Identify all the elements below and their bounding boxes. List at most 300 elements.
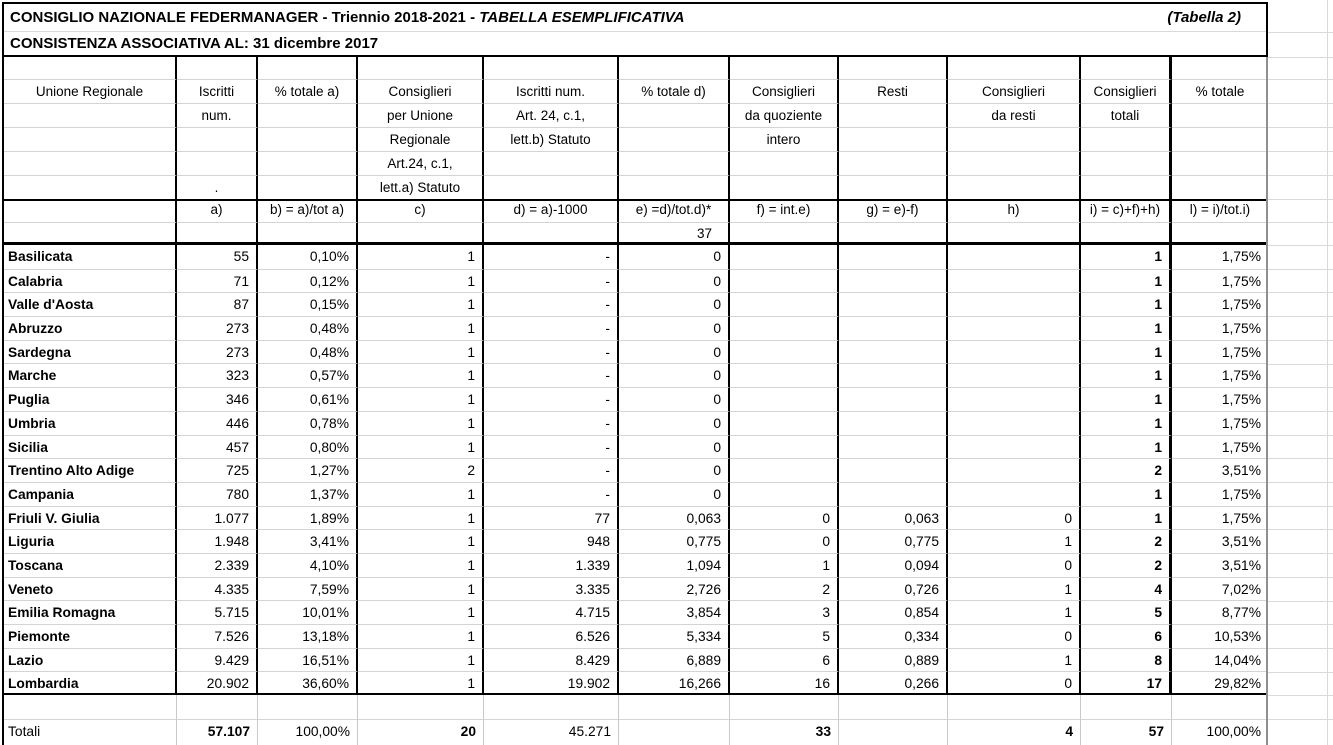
header-cell: % totale d) <box>619 79 730 103</box>
value-cell: - <box>484 435 619 459</box>
value-cell: 2 <box>358 458 484 482</box>
value-cell: - <box>484 458 619 482</box>
header-cell: Consiglieri <box>948 79 1081 103</box>
margin-gridline <box>1268 506 1333 507</box>
value-cell: 16 <box>730 671 839 695</box>
spacer-cell <box>619 57 730 79</box>
value-cell: 273 <box>177 340 258 364</box>
value-cell: 1 <box>358 529 484 553</box>
page-subtitle: CONSISTENZA ASSOCIATIVA AL: 31 dicembre 2017 <box>10 35 379 52</box>
value-cell: 0,266 <box>839 671 948 695</box>
totals-value-cell: 45.271 <box>484 719 619 745</box>
region-name-cell: Abruzzo <box>4 316 177 340</box>
value-cell: 6,889 <box>619 648 730 672</box>
table-row <box>4 648 1268 672</box>
formula-cell: f) = int.e) <box>730 199 839 222</box>
value-cell <box>948 363 1081 387</box>
totals-value-cell: 20 <box>358 719 484 745</box>
value-cell: 5.715 <box>177 600 258 624</box>
value-cell: 3,51% <box>1172 553 1268 577</box>
header-cell: per Unione <box>358 103 484 127</box>
value-cell <box>839 316 948 340</box>
header-cell: lett.a) Statuto <box>358 175 484 199</box>
header-cell: Art. 24, c.1, <box>484 103 619 127</box>
value-cell <box>839 387 948 411</box>
value-cell: 0 <box>948 624 1081 648</box>
margin-gridline <box>1268 127 1333 128</box>
value-cell: 1,75% <box>1172 363 1268 387</box>
value-cell: 16,51% <box>258 648 358 672</box>
value-cell: 725 <box>177 458 258 482</box>
value-cell: 346 <box>177 387 258 411</box>
blank-cell <box>177 695 258 719</box>
value-cell <box>948 387 1081 411</box>
value-cell <box>730 292 839 316</box>
region-name-cell: Puglia <box>4 387 177 411</box>
header-cell <box>4 175 177 199</box>
blank-cell <box>358 695 484 719</box>
value-cell: 6 <box>1081 624 1172 648</box>
totals-value-cell <box>619 719 730 745</box>
table-row <box>4 553 1268 577</box>
value-cell: 8.429 <box>484 648 619 672</box>
table-header-row <box>4 103 1268 127</box>
spacer-cell <box>948 57 1081 79</box>
value-cell <box>948 316 1081 340</box>
header-cell <box>4 151 177 175</box>
totals-value-cell: 4 <box>948 719 1081 745</box>
value-cell: - <box>484 411 619 435</box>
value-cell: 2 <box>1081 529 1172 553</box>
table-header-row <box>4 151 1268 175</box>
header-cell <box>1172 127 1268 151</box>
margin-gridline <box>1268 151 1333 152</box>
value-cell: 0,094 <box>839 553 948 577</box>
value-cell: 0 <box>619 363 730 387</box>
region-name-cell: Calabria <box>4 269 177 293</box>
region-name-cell: Emilia Romagna <box>4 600 177 624</box>
value-cell: 1 <box>358 435 484 459</box>
header-cell: num. <box>177 103 258 127</box>
value-cell: 5 <box>1081 600 1172 624</box>
margin-gridline <box>1268 648 1333 649</box>
value-cell <box>730 269 839 293</box>
value-cell <box>730 411 839 435</box>
header-cell <box>948 127 1081 151</box>
value-cell: 1 <box>358 577 484 601</box>
spacer-cell <box>4 57 177 79</box>
value-cell: 0,15% <box>258 292 358 316</box>
value-cell: 1 <box>948 648 1081 672</box>
header-cell: % totale a) <box>258 79 358 103</box>
header-cell <box>619 103 730 127</box>
value-cell: 0,726 <box>839 577 948 601</box>
value-cell <box>730 482 839 506</box>
header-cell <box>839 151 948 175</box>
margin-gridline <box>1268 175 1333 176</box>
value-cell: 0 <box>948 506 1081 530</box>
value-cell: 0 <box>619 340 730 364</box>
value-cell: 0 <box>619 458 730 482</box>
margin-gridline <box>1268 482 1333 483</box>
value-cell: 0 <box>619 269 730 293</box>
value-cell <box>839 340 948 364</box>
table-row <box>4 600 1268 624</box>
value-cell: 0,80% <box>258 435 358 459</box>
header-cell: Consiglieri <box>358 79 484 103</box>
header-cell: Regionale <box>358 127 484 151</box>
value-cell: 77 <box>484 506 619 530</box>
value-cell: 1,75% <box>1172 340 1268 364</box>
region-name-cell: Veneto <box>4 577 177 601</box>
header-cell <box>258 151 358 175</box>
table-row <box>4 671 1268 695</box>
value-cell: 0,48% <box>258 316 358 340</box>
table-row <box>4 577 1268 601</box>
value-cell: 0 <box>948 553 1081 577</box>
table-row <box>4 482 1268 506</box>
value-cell: 1 <box>358 387 484 411</box>
value-cell: 1 <box>358 671 484 695</box>
totals-row <box>4 719 1268 745</box>
margin-gridline <box>1268 553 1333 554</box>
value-cell: 1 <box>1081 506 1172 530</box>
header-cell <box>948 175 1081 199</box>
region-name-cell: Sardegna <box>4 340 177 364</box>
spacer-cell <box>258 57 358 79</box>
value-cell: 0 <box>619 411 730 435</box>
value-cell: 6 <box>730 648 839 672</box>
margin-gridline <box>1268 222 1333 223</box>
region-name-cell: Sicilia <box>4 435 177 459</box>
value-cell: 1.948 <box>177 529 258 553</box>
value-cell: 2,726 <box>619 577 730 601</box>
value-cell <box>839 292 948 316</box>
value-cell: 1 <box>358 506 484 530</box>
value-cell: 1,75% <box>1172 292 1268 316</box>
value-cell: 1 <box>1081 269 1172 293</box>
header-cell: totali <box>1081 103 1172 127</box>
value-cell: 1 <box>358 316 484 340</box>
value-cell: 457 <box>177 435 258 459</box>
value-cell: 1 <box>358 269 484 293</box>
header-cell <box>1081 175 1172 199</box>
value-cell: 6.526 <box>484 624 619 648</box>
value-cell: 10,01% <box>258 600 358 624</box>
spacer-cell <box>1172 57 1268 79</box>
value-cell: 1 <box>358 648 484 672</box>
value-cell: 0 <box>948 671 1081 695</box>
title-block <box>2 2 1268 57</box>
header-cell <box>619 175 730 199</box>
spacer-cell <box>1081 57 1172 79</box>
value-cell: 323 <box>177 363 258 387</box>
value-cell: 55 <box>177 245 258 269</box>
value-cell: 0,063 <box>619 506 730 530</box>
value-cell: 1,094 <box>619 553 730 577</box>
value-cell: 7.526 <box>177 624 258 648</box>
value-cell: 1 <box>1081 363 1172 387</box>
value-cell: 0,063 <box>839 506 948 530</box>
value-cell: 0,78% <box>258 411 358 435</box>
header-cell <box>1172 175 1268 199</box>
value-cell <box>730 316 839 340</box>
value-cell: 1 <box>358 340 484 364</box>
region-name-cell: Piemonte <box>4 624 177 648</box>
value-cell: 0,10% <box>258 245 358 269</box>
value-cell: 5,334 <box>619 624 730 648</box>
value-cell: 4.335 <box>177 577 258 601</box>
table-row <box>4 387 1268 411</box>
value-cell: 1,27% <box>258 458 358 482</box>
value-cell <box>730 245 839 269</box>
header-cell <box>1172 151 1268 175</box>
value-cell: 0,889 <box>839 648 948 672</box>
margin-gridline <box>1268 458 1333 459</box>
header-cell <box>730 175 839 199</box>
value-cell: 1,75% <box>1172 411 1268 435</box>
blank-cell <box>484 695 619 719</box>
spacer-cell <box>177 57 258 79</box>
table-row <box>4 340 1268 364</box>
blank-cell <box>619 695 730 719</box>
value-cell: 4 <box>1081 577 1172 601</box>
totals-value-cell: 57 <box>1081 719 1172 745</box>
value-cell: 2 <box>730 577 839 601</box>
value-cell <box>839 363 948 387</box>
blank-cell <box>1172 695 1268 719</box>
value-cell: 0,57% <box>258 363 358 387</box>
value-cell: 1 <box>1081 482 1172 506</box>
value-cell: 16,266 <box>619 671 730 695</box>
region-name-cell: Toscana <box>4 553 177 577</box>
margin-gridline <box>1268 245 1333 246</box>
header-cell <box>177 127 258 151</box>
tabella-label: (Tabella 2) <box>1167 9 1241 26</box>
value-cell: 19.902 <box>484 671 619 695</box>
blank-cell <box>4 695 177 719</box>
table-row <box>4 529 1268 553</box>
margin-gridline <box>1268 719 1333 720</box>
value-cell: 7,02% <box>1172 577 1268 601</box>
value-cell <box>948 411 1081 435</box>
value-cell: 1,37% <box>258 482 358 506</box>
table-row <box>4 316 1268 340</box>
formula-cell: h) <box>948 199 1081 222</box>
margin-gridline <box>1268 411 1333 412</box>
region-name-cell: Valle d'Aosta <box>4 292 177 316</box>
subtitle-row <box>4 32 1266 56</box>
header-cell: % totale <box>1172 79 1268 103</box>
formula-cell: d) = a)-1000 <box>484 199 619 222</box>
value-cell: 948 <box>484 529 619 553</box>
header-cell <box>839 127 948 151</box>
header-cell: Unione Regionale <box>4 79 177 103</box>
blank-row <box>4 695 1268 719</box>
header-cell <box>258 103 358 127</box>
value-cell: - <box>484 316 619 340</box>
value-cell: 5 <box>730 624 839 648</box>
formula-cell: l) = i)/tot.i) <box>1189 202 1251 217</box>
margin-gridline <box>1268 269 1333 270</box>
table-row <box>4 292 1268 316</box>
value-cell: 3.335 <box>484 577 619 601</box>
header-cell: . <box>177 175 258 199</box>
spacer-cell <box>484 57 619 79</box>
value-cell: 273 <box>177 316 258 340</box>
value-cell <box>948 482 1081 506</box>
value-cell: 1,75% <box>1172 482 1268 506</box>
totals-value-cell: 57.107 <box>177 719 258 745</box>
blank-cell <box>839 695 948 719</box>
value-cell: 0 <box>619 245 730 269</box>
formula-cell: b) = a)/tot a) <box>258 199 358 222</box>
margin-gridline <box>1268 672 1333 673</box>
totals-label-cell: Totali <box>4 719 177 745</box>
region-name-cell: Basilicata <box>4 245 177 269</box>
value-cell: 3,854 <box>619 600 730 624</box>
value-cell: 1 <box>948 577 1081 601</box>
value-cell <box>839 245 948 269</box>
margin-gridline <box>1268 601 1333 602</box>
margin-gridline <box>1268 340 1333 341</box>
value-cell: 36,60% <box>258 671 358 695</box>
blank-cell <box>1081 695 1172 719</box>
header-cell <box>839 175 948 199</box>
table-row <box>4 269 1268 293</box>
formula-cell: a) <box>177 199 258 222</box>
value-cell: 1 <box>948 600 1081 624</box>
value-cell: 1 <box>358 553 484 577</box>
formula-cell <box>4 199 177 222</box>
value-cell: 0 <box>619 387 730 411</box>
value-cell: 1,75% <box>1172 387 1268 411</box>
margin-gridline <box>1268 387 1333 388</box>
title-row <box>4 4 1266 32</box>
region-name-cell: Friuli V. Giulia <box>4 506 177 530</box>
value-cell: 1 <box>358 292 484 316</box>
value-cell: - <box>484 292 619 316</box>
value-cell: 9.429 <box>177 648 258 672</box>
header-cell <box>484 175 619 199</box>
table-row <box>4 363 1268 387</box>
value-cell: 1,89% <box>258 506 358 530</box>
value-cell: - <box>484 387 619 411</box>
region-name-cell: Lombardia <box>4 671 177 695</box>
header-cell: Iscritti num. <box>484 79 619 103</box>
spacer-cell <box>839 57 948 79</box>
value-cell: 1 <box>1081 411 1172 435</box>
table-header-row <box>4 127 1268 151</box>
value-cell: 3,51% <box>1172 529 1268 553</box>
header-cell: da resti <box>948 103 1081 127</box>
region-name-cell: Trentino Alto Adige <box>4 458 177 482</box>
value-cell: 17 <box>1081 671 1172 695</box>
table-grid <box>2 57 1268 745</box>
header-cell <box>1081 151 1172 175</box>
region-name-cell: Liguria <box>4 529 177 553</box>
value-cell: 1,75% <box>1172 506 1268 530</box>
value-cell: 2 <box>1081 553 1172 577</box>
table-row <box>4 245 1268 269</box>
table-row <box>4 435 1268 459</box>
value-cell: 780 <box>177 482 258 506</box>
margin-gridline <box>1268 199 1333 200</box>
header-cell <box>4 127 177 151</box>
value-cell <box>839 458 948 482</box>
value-cell: - <box>484 363 619 387</box>
value-cell: 2 <box>1081 458 1172 482</box>
value-cell: 0,61% <box>258 387 358 411</box>
header-cell <box>1172 103 1268 127</box>
value-cell: - <box>484 245 619 269</box>
value-cell: 1.077 <box>177 506 258 530</box>
margin-gridline <box>1268 624 1333 625</box>
value-cell: 0 <box>619 435 730 459</box>
value-cell: 13,18% <box>258 624 358 648</box>
value-cell: 0,775 <box>619 529 730 553</box>
value-cell <box>839 482 948 506</box>
region-name-cell: Campania <box>4 482 177 506</box>
header-cell: lett.b) Statuto <box>484 127 619 151</box>
formula-cell: g) = e)-f) <box>839 199 948 222</box>
value-cell: 7,59% <box>258 577 358 601</box>
page-title: CONSIGLIO NAZIONALE FEDERMANAGER - Triennio 2018-2021 - <box>10 9 480 26</box>
region-name-cell: Umbria <box>4 411 177 435</box>
value-cell: 0,48% <box>258 340 358 364</box>
value-cell: 1 <box>730 553 839 577</box>
header-cell: da quoziente <box>730 103 839 127</box>
blank-cell <box>730 695 839 719</box>
value-cell <box>730 458 839 482</box>
value-cell: 14,04% <box>1172 648 1268 672</box>
value-cell: 0,334 <box>839 624 948 648</box>
header-cell <box>948 151 1081 175</box>
header-cell <box>619 151 730 175</box>
value-cell <box>948 340 1081 364</box>
formula-cell: c) <box>358 199 484 222</box>
value-cell: - <box>484 269 619 293</box>
table-header-row <box>4 175 1268 199</box>
table-bottom-rule <box>2 693 1268 696</box>
margin-gridline <box>1268 79 1333 80</box>
value-cell: 0 <box>730 506 839 530</box>
margin-gridline <box>1268 364 1333 365</box>
margin-gridline-vertical <box>1327 0 1328 745</box>
region-name-cell: Marche <box>4 363 177 387</box>
value-cell: 1,75% <box>1172 435 1268 459</box>
value-cell <box>730 435 839 459</box>
value-cell <box>730 363 839 387</box>
value-cell <box>839 411 948 435</box>
page-title-italic: TABELLA ESEMPLIFICATIVA <box>479 9 685 26</box>
value-cell <box>839 435 948 459</box>
value-cell: 1,75% <box>1172 316 1268 340</box>
margin-gridline <box>1268 435 1333 436</box>
value-cell: 8,77% <box>1172 600 1268 624</box>
value-cell: 1 <box>1081 316 1172 340</box>
value-cell <box>730 340 839 364</box>
value-cell: 1 <box>1081 387 1172 411</box>
margin-gridline <box>1268 529 1333 530</box>
value-cell <box>948 458 1081 482</box>
totals-value-cell: 33 <box>730 719 839 745</box>
table-row <box>4 624 1268 648</box>
totals-value-cell <box>839 719 948 745</box>
value-cell: 1 <box>1081 435 1172 459</box>
right-margin-gridlines <box>1268 0 1333 745</box>
header-cell <box>730 151 839 175</box>
